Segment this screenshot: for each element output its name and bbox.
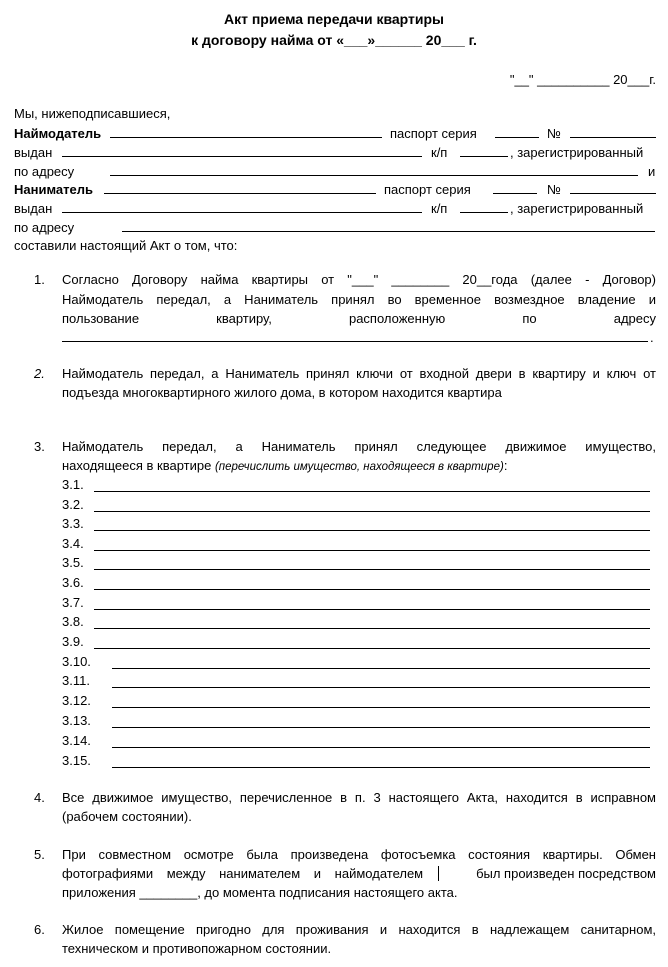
subitem-number: 3.14. [62, 733, 91, 748]
subitem-number: 3.4. [62, 536, 84, 551]
subitem-number: 3.15. [62, 753, 91, 768]
subitem-number: 3.7. [62, 595, 84, 610]
landlord-issued-label: выдан [14, 145, 53, 160]
subitem-field[interactable] [94, 609, 650, 610]
subitem-number: 3.10. [62, 654, 91, 669]
item-6-number: 6. [34, 922, 45, 937]
item-3-line-2 [62, 456, 507, 478]
tenant-issued-field[interactable] [62, 212, 422, 213]
tenant-issued-label: выдан [14, 201, 53, 216]
item-1-address-field[interactable] [62, 341, 648, 342]
tenant-registered-label: , зарегистрированный [510, 201, 644, 216]
subitem-field[interactable] [94, 550, 650, 551]
subitem-field[interactable] [94, 530, 650, 531]
landlord-label: Наймодатель [14, 126, 102, 141]
subitem-number: 3.5. [62, 555, 84, 570]
landlord-passport-series-field[interactable] [495, 137, 539, 138]
tenant-number-sign: № [547, 182, 561, 197]
item-2-line-1: Наймодатель передал, а Наниматель принял ключи от входной двери в квартиру и ключ от [62, 366, 656, 381]
item-1-number: 1. [34, 272, 45, 287]
compiled-text: составили настоящий Акт о том, что: [14, 238, 238, 253]
landlord-name-field[interactable] [110, 137, 382, 138]
item-6-line-1: Жилое помещение пригодно для проживания и находится в надлежащем санитарном, [62, 922, 656, 937]
tenant-passport-series-field[interactable] [493, 193, 537, 194]
subitem-field[interactable] [112, 687, 650, 688]
subitem-number: 3.11. [62, 673, 90, 688]
text-cursor [438, 866, 439, 881]
tenant-kp-label: к/п [431, 201, 448, 216]
tenant-address-field[interactable] [122, 231, 655, 232]
landlord-number-sign: № [547, 126, 561, 141]
landlord-issued-field[interactable] [62, 156, 422, 157]
item-4-number: 4. [34, 790, 45, 805]
tenant-address-label: по адресу [14, 220, 75, 235]
subitem-number: 3.9. [62, 634, 84, 649]
landlord-address-field[interactable] [110, 175, 638, 176]
item-3-number: 3. [34, 439, 45, 454]
item-3-line-2-hint: (перечислить имущество, находящееся в квартире) [214, 461, 504, 473]
landlord-registered-label: , зарегистрированный [510, 145, 644, 160]
landlord-address-label: по адресу [14, 164, 75, 179]
document-subtitle: к договору найма от «___»______ 20___ г. [191, 32, 477, 48]
subitem-field[interactable] [94, 569, 650, 570]
subitem-field[interactable] [112, 668, 650, 669]
tenant-name-field[interactable] [104, 193, 376, 194]
item-1-line-2: Наймодатель передал, а Наниматель принял во временное возмездное владение и [62, 292, 656, 307]
tenant-passport-label: паспорт серия [384, 182, 471, 197]
item-5-line-2 [62, 864, 656, 884]
item-4-line-2: (рабочем состоянии). [62, 809, 192, 824]
date-line: "__" __________ 20___г. [509, 72, 656, 87]
item-3-line-2-end: : [503, 458, 508, 473]
subitem-number: 3.1. [62, 477, 84, 492]
and-label: и [648, 164, 656, 179]
item-3-line-1: Наймодатель передал, а Наниматель принял следующее движимое имущество, [62, 439, 656, 454]
landlord-kp-field[interactable] [460, 156, 508, 157]
subitem-field[interactable] [112, 747, 650, 748]
subitem-number: 3.6. [62, 575, 84, 590]
item-5-number: 5. [34, 847, 45, 862]
landlord-kp-label: к/п [431, 145, 448, 160]
intro-text: Мы, нижеподписавшиеся, [14, 106, 171, 121]
landlord-passport-label: паспорт серия [390, 126, 477, 141]
subitem-field[interactable] [94, 589, 650, 590]
item-6-line-2: техническом и противопожарном состоянии. [62, 941, 332, 956]
item-1-line-3: пользование квартиру, расположенную по адресу [62, 311, 656, 326]
subitem-number: 3.12. [62, 693, 91, 708]
subitem-field[interactable] [94, 511, 650, 512]
subitem-field[interactable] [94, 628, 650, 629]
subitem-field[interactable] [112, 727, 650, 728]
subitem-number: 3.8. [62, 614, 84, 629]
item-2-line-2: подъезда многоквартирного жилого дома, в котором находится квартира [62, 385, 502, 400]
tenant-passport-number-field[interactable] [570, 193, 656, 194]
landlord-passport-number-field[interactable] [570, 137, 656, 138]
subitem-number: 3.3. [62, 516, 84, 531]
subitem-number: 3.2. [62, 497, 84, 512]
item-5-line-2-a: фотографиями между нанимателем и наймодателем [62, 866, 424, 881]
item-4-line-1: Все движимое имущество, перечисленное в п. 3 настоящего Акта, находится в исправном [62, 790, 656, 805]
item-3-line-2-text: находящееся в квартире [62, 458, 212, 473]
item-5-line-2-b: был произведен посредством [476, 866, 656, 881]
subitem-field[interactable] [94, 491, 650, 492]
document-title: Акт приема передачи квартиры [223, 11, 444, 27]
item-5-line-1: При совместном осмотре была произведена фотосъемка состояния квартиры. Обмен [62, 847, 656, 862]
subitem-field[interactable] [94, 648, 650, 649]
item-5-line-3: приложения ________, до момента подписания настоящего акта. [62, 885, 458, 900]
subitem-field[interactable] [112, 707, 650, 708]
tenant-kp-field[interactable] [460, 212, 508, 213]
subitem-number: 3.13. [62, 713, 91, 728]
item-1-line-1: Согласно Договору найма квартиры от "___" ________ 20__года (далее - Договор) [62, 272, 656, 287]
item-1-end: . [650, 330, 654, 345]
item-2-number: 2. [34, 366, 45, 381]
subitem-field[interactable] [112, 767, 650, 768]
tenant-label: Наниматель [14, 182, 93, 197]
